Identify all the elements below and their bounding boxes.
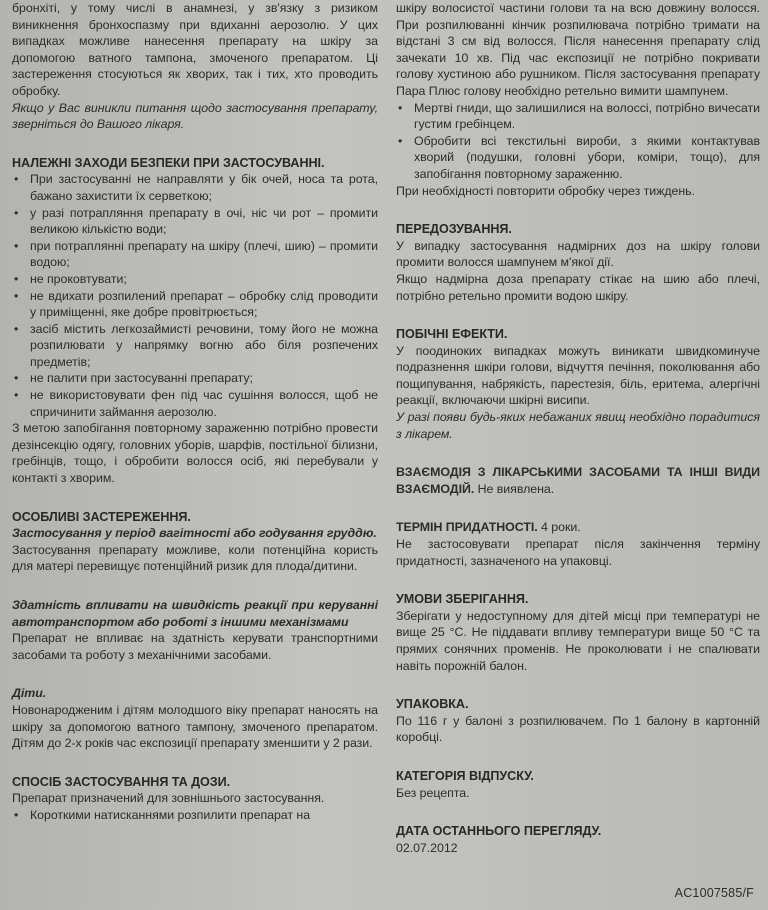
list-item: • Короткими натисканнями розпилити препарат на <box>12 807 378 824</box>
document-code: AC1007585/F <box>674 886 754 900</box>
list-item: • не використовувати фен під час сушіння волосся, щоб не спричинити займання аерозолю. <box>12 387 378 420</box>
dosage-paragraph: Препарат призначений для зовнішнього застосування. <box>12 791 325 806</box>
driving-subheading: Здатність впливати на швидкість реакції при керуванні автотранспортом або роботі з іншими механізмами <box>12 598 378 629</box>
package-paragraph: По 116 г у балоні з розпилювачем. По 1 балону в картонній коробці. <box>396 713 760 745</box>
special-warnings-heading: ОСОБЛИВІ ЗАСТЕРЕЖЕННЯ. <box>12 509 191 524</box>
precautions-list <box>12 171 378 420</box>
shelf-life-heading: ТЕРМІН ПРИДАТНОСТІ. <box>396 520 538 535</box>
interaction-heading: ВЗАЄМОДІЯ З ЛІКАРСЬКИМИ ЗАСОБАМИ ТА ІНШІ ВИДИ ВЗАЄМОДІЙ. <box>396 465 760 496</box>
dispensing-category-heading: КАТЕГОРІЯ ВІДПУСКУ. <box>396 768 534 783</box>
dosage-heading: СПОСІБ ЗАСТОСУВАННЯ ТА ДОЗИ. <box>12 774 231 789</box>
shelf-life-value: 4 роки. <box>541 520 581 535</box>
side-effects-heading: ПОБІЧНІ ЕФЕКТИ. <box>396 327 508 342</box>
interaction-value: Не виявлена. <box>477 481 555 496</box>
children-paragraph: Новонародженим і дітям молодшого віку препарат наносять на шкіру за допомогою ватного тампону, змоченого препаратом. Дітям до 2-х років час експозиції препарату зменшити у 2 рази. <box>12 702 378 751</box>
right-column <box>396 0 760 856</box>
reinfection-paragraph: З метою запобігання повторному зараженню потрібно провести дезінсекцію одягу, головних уборів, шарфів, постільної білизни, гребінців, тощо, і обробити волосся осіб, які перебували у контакті з хворим. <box>12 421 378 486</box>
revision-date-value: 02.07.2012 <box>396 840 458 855</box>
list-item: • Обробити всі текстильні вироби, з якими контактував хворий (подушки, головні убори, коміри, тощо), для запобігання повторному зараженню. <box>396 133 760 183</box>
dispensing-category-value: Без рецепта. <box>396 785 470 800</box>
shelf-life-line <box>396 519 760 536</box>
dosage-list <box>12 807 378 824</box>
storage-paragraph: Зберігати у недоступному для дітей місці при температурі не вище 25 °С. Не піддавати впливу температури вище 50 °С та прямих сонячних променів. Не проколювати і не спалювати навіть порожній балон. <box>396 608 760 673</box>
overdose-paragraph-1: У випадку застосування надмірних доз на шкіру голови промити волосся шампунем м'якої дії. <box>396 238 760 270</box>
list-item: • не палити при застосуванні препарату; <box>12 370 378 387</box>
pregnancy-paragraph: Застосування препарату можливе, коли потенційна користь для матері перевищує потенційний ризик для плода/дитини. <box>12 542 378 574</box>
storage-heading: УМОВИ ЗБЕРІГАННЯ. <box>396 592 529 607</box>
list-item: • не проковтувати; <box>12 271 378 288</box>
list-item: • у разі потрапляння препарату в очі, ніс чи рот – промити великою кількістю води; <box>12 205 378 238</box>
list-item: • не вдихати розпилений препарат – обробку слід проводити у приміщенні, яке добре провітрюється; <box>12 288 378 321</box>
pregnancy-subheading: Застосування у період вагітності або годування груддю. <box>12 526 377 541</box>
dosage-extra-list <box>396 100 760 183</box>
overdose-heading: ПЕРЕДОЗУВАННЯ. <box>396 222 512 237</box>
children-subheading: Діти. <box>12 686 47 701</box>
list-item: • Мертві гниди, що залишилися на волоссі, потрібно вичесати густим гребінцем. <box>396 100 760 133</box>
left-column <box>12 0 378 824</box>
dosage-continued-paragraph: шкіру волосистої частини голови та на всю довжину волосся. При розпилюванні кінчик розпилювача потрібно тримати на відстані 3 см від волосся. Після нанесення препарату слід зачекати 10 хв. Під час експозиції не потрібно покривати голову хустиною або рушником. Після застосування препарату Пара Плюс голову необхідно ретельно вимити шампунем. <box>396 1 760 98</box>
repeat-treatment-paragraph: При необхідності повторити обробку через тиждень. <box>396 183 695 198</box>
list-item: • при потраплянні препарату на шкіру (плечі, шию) – промити водою; <box>12 238 378 271</box>
shelf-life-paragraph: Не застосовувати препарат після закінчення терміну придатності, зазначеного на упаковці. <box>396 537 760 568</box>
side-effects-paragraph: У поодиноких випадках можуть виникати швидкоминуче подразнення шкіри голови, відчуття печіння, поколювання або пощипування, набрякість, парестезія, біль, еритема, алергічні реакції, включаючи шкірні висипи. <box>396 343 760 408</box>
intro-italic-note: Якщо у Вас виникли питання щодо застосування препарату, зверніться до Вашого лікаря. <box>12 100 378 132</box>
overdose-paragraph-2: Якщо надмірна доза препарату стікає на шию або плечі, потрібно ретельно промити водою шкіру. <box>396 271 760 303</box>
side-effects-italic-note: У разі появи будь-яких небажаних явищ необхідно порадитися з лікарем. <box>396 410 760 441</box>
interaction-paragraph <box>396 464 760 497</box>
driving-paragraph: Препарат не впливає на здатність керувати транспортними засобами та роботу з механічними засобами. <box>12 631 378 662</box>
revision-date-heading: ДАТА ОСТАННЬОГО ПЕРЕГЛЯДУ. <box>396 824 602 839</box>
list-item: • При застосуванні не направляти у бік очей, носа та рота, бажано захистити їх серветкою; <box>12 171 378 204</box>
package-heading: УПАКОВКА. <box>396 697 469 712</box>
precautions-heading: НАЛЕЖНІ ЗАХОДИ БЕЗПЕКИ ПРИ ЗАСТОСУВАННІ. <box>12 155 325 170</box>
list-item: • засіб містить легкозаймисті речовини, тому його не можна розпилювати у напрямку вогню або біля розпечених предметів; <box>12 321 378 371</box>
intro-paragraph: бронхіті, у тому числі в анамнезі, у зв'язку з ризиком виникнення бронхоспазму при вдиханні аерозолю. У цих випадках можливе нанесення препарату на шкіру за допомогою ватного тампона, змоченого препаратом. Ці застереження стосуються як хворих, так і тих, хто проводить обробку. <box>12 1 378 98</box>
